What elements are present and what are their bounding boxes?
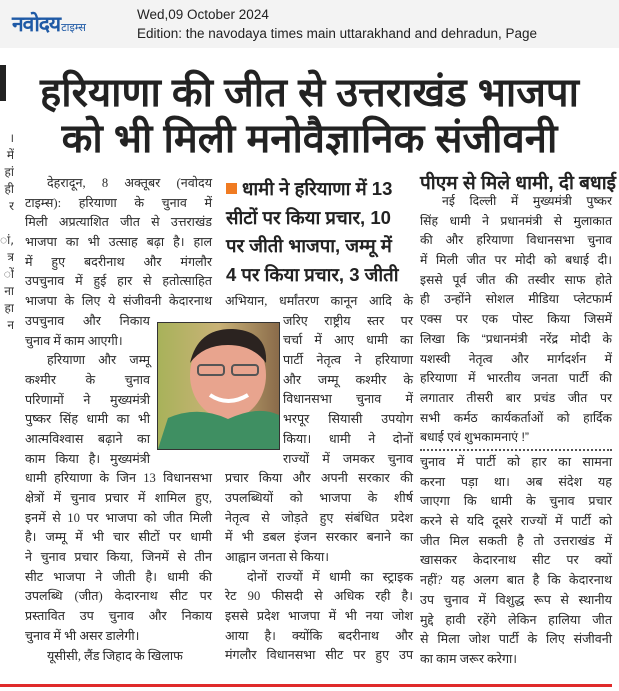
sidebar-box-title: पीएम से मिले धामी, दी बधाई: [420, 173, 616, 194]
text-line: रेट 90 फीसदी से अधिक रही है।: [225, 589, 413, 604]
sub-headline-line: [226, 175, 416, 204]
sub-headline-text: सीटों पर किया प्रचार, 10: [226, 206, 391, 228]
text-line: से मिला जोश पार्टी के लिए संजीवनी: [420, 632, 612, 647]
text-line: इनमें से 10 पर भाजपा को जीत मिली: [25, 510, 212, 525]
fragment-text: ना: [4, 284, 14, 298]
text-line: मंगलौर विधानसभा सीट पर हुए उप: [225, 648, 413, 663]
fragment-text: र: [9, 199, 14, 213]
logo-sub: टाइम्स: [61, 21, 86, 34]
text-line: जीत मिल सकती है तो उत्तराखंड में: [420, 533, 612, 548]
text-line: काम किया है। मुख्यमंत्री: [25, 451, 150, 466]
sub-headline-text: पर जीती भाजपा, जम्मू में: [226, 235, 392, 256]
text-line: जरिए राष्ट्रीय स्तर पर: [283, 313, 413, 328]
text-line: कश्मीर के चुनाव: [25, 372, 150, 387]
fragment-text: में: [6, 148, 14, 162]
text-line: सीट भाजपा ने जीती है। धामी की: [25, 569, 212, 584]
fragment-text: ।: [9, 131, 14, 145]
text-line: चुनाव में पार्टी को हार का सामना: [420, 455, 612, 469]
sub-headline-text: 4 पर किया प्रचार, 3 जीती: [226, 263, 399, 285]
text-line: नई दिल्ली में मुख्यमंत्री पुष्कर: [442, 194, 612, 208]
text-line: है। जम्मू में भी चार सीटों पर धामी: [25, 530, 212, 545]
text-line: आह्वान जनता से किया।: [225, 549, 329, 564]
fragment-text: ां,: [0, 233, 14, 247]
text-line: में हुए बदरीनाथ और मंगलौर: [25, 254, 212, 269]
newspaper-logo: [12, 10, 86, 38]
page-header: [0, 0, 619, 48]
sub-headline-text: धामी ने हरियाणा में 13: [242, 178, 393, 199]
text-line: चुनाव में काम आएगी।: [25, 333, 123, 348]
text-line: मिली अप्रत्याशित जीत से उत्तराखंड: [25, 215, 212, 230]
text-line: इससे प्रदेश भाजपा में भी नया जोश: [225, 609, 413, 623]
text-line: धामी हरियाणा के जिन 13 विधानसभा: [25, 471, 212, 486]
fragment-text: ों: [3, 267, 14, 281]
edition-date: Wed,09 October 2024: [137, 7, 269, 22]
text-line: पार्टी नेतृत्व ने हरियाणा: [283, 353, 413, 368]
text-line: उपलब्धि (जीत) केदारनाथ सीट पर: [25, 589, 212, 604]
headline-line-1: हरियाणा की जीत से उत्तराखंड भाजपा: [40, 71, 579, 115]
text-line: मुद्दे हावी रहेंगे लेकिन हालिया जीत: [420, 612, 612, 627]
fragment-text: हा: [4, 301, 14, 315]
text-line: इससे पूर्व जीत की तस्वीर साफ होते: [420, 272, 612, 287]
text-line: यशस्वी नेतृत्व और मार्गदर्शन में: [420, 351, 612, 366]
text-line: विधानसभा चुनाव में: [283, 392, 413, 407]
text-line: एक्स पर एक पोस्ट किया जिसमें: [420, 312, 612, 327]
text-line: अभियान, धर्मांतरण कानून आदि के: [225, 294, 413, 308]
text-line: पुष्कर सिंह धामी का भी: [25, 412, 150, 427]
text-line: खासकर केदारनाथ सीट पर क्यों: [420, 553, 612, 568]
pushkar-dhami-photo: [157, 322, 280, 450]
fragment-text: न: [7, 318, 14, 332]
sub-headline-line: [226, 232, 416, 261]
text-line: उपचुनाव और निकाय: [25, 313, 150, 328]
edition-info: [137, 5, 537, 43]
square-bullet-icon: [226, 183, 237, 194]
text-line: प्रस्तावित उप चुनाव और निकाय: [25, 609, 212, 624]
text-line: ने चुनाव प्रचार किया, जिनमें से तीन: [25, 550, 212, 565]
sidebar-box-text: [420, 191, 612, 447]
text-line: ही उन्होंने सोशल मीडिया प्लेटफार्म: [420, 292, 612, 307]
fragment-text: [0, 215, 14, 232]
text-line: का काम जरूर करेगा।: [420, 651, 518, 666]
text-line: लिखा कि “प्रधानमंत्री नरेंद्र मोदी के: [420, 331, 612, 346]
text-line: टाइम्स): हरियाणा के चुनाव में: [25, 195, 212, 210]
text-line: यूसीसी, लैंड जिहाद के खिलाफ: [47, 648, 183, 663]
text-line: चुनाव में भी असर डालेगी।: [25, 628, 140, 643]
text-line: भरपूर सियासी उपयोग: [283, 412, 413, 427]
text-line: हरियाणा और जम्मू: [47, 353, 150, 368]
sub-headline-line: [226, 204, 416, 233]
text-line: परिणामों ने मुख्यमंत्री: [25, 392, 150, 407]
text-line: सिंह धामी ने प्रधानमंत्री से मुलाकात: [420, 213, 612, 228]
text-line: लगातार तीसरी बार प्रचंड जीत पर: [420, 390, 612, 405]
text-line: और जम्मू कश्मीर के: [283, 372, 413, 387]
text-line: उपचुनाव में हुई हार से हतोत्साहित: [25, 274, 212, 289]
text-line: हरियाणा में भारतीय जनता पार्टी की: [420, 371, 612, 386]
logo-main: नवोदय: [12, 12, 61, 36]
bottom-rule: [0, 684, 612, 687]
text-line: की और हरियाणा विधानसभा चुनाव: [420, 233, 612, 248]
text-line: राज्यों में जमकर चुनाव: [283, 451, 413, 466]
fragment-text: ही: [4, 182, 14, 196]
text-line: में मिली जीत पर मोदी को बधाई दी।: [420, 253, 612, 268]
portrait-image: [158, 323, 279, 449]
text-line: किया। धामी ने दोनों: [283, 431, 413, 446]
text-line: करना पड़ा था। अब संदेश यह: [420, 474, 612, 489]
headline-line-2: को भी मिली मनोवैज्ञानिक संजीवनी: [61, 117, 558, 161]
text-line: क्षेत्रों में चुनाव प्रचार में शामिल हुए,: [25, 491, 212, 505]
text-line: करने से यदि दूसरे राज्यों में पार्टी को: [420, 514, 612, 529]
text-line: दोनों राज्यों में धामी का स्ट्राइक: [247, 569, 413, 584]
sub-headline: [226, 175, 416, 289]
text-line: सभी कर्मठ कार्यकर्ताओं को हार्दिक: [420, 410, 612, 425]
text-line: उप चुनाव में विशुद्ध रूप से स्थानीय: [420, 592, 612, 607]
text-line: भाजपा के लिए ये संजीवनी केदारनाथ: [25, 294, 212, 309]
fragment-text: हां: [4, 165, 14, 179]
text-line: प्रचार किया और अपनी सरकार की: [225, 471, 413, 486]
edition-name: Edition: the navodaya times main uttarakhand and dehradun, Page: [137, 26, 538, 41]
article-column-3: [420, 453, 612, 670]
text-line: देहरादून, 8 अक्तूबर (नवोदय: [47, 176, 212, 190]
dotted-divider: [420, 449, 612, 451]
text-line: जाएगा कि धामी के चुनाव प्रचार: [420, 494, 612, 509]
fragment-text: त्र: [7, 250, 14, 264]
sub-headline-line: [226, 261, 416, 290]
text-line: नहीं? यह अलग बात है कि केदारनाथ: [420, 573, 612, 588]
text-line: आया है। क्योंकि बदरीनाथ और: [225, 628, 413, 643]
text-line: में भी डबल इंजन सरकार बनाने का: [225, 530, 413, 545]
text-line: भाजपा का भी उत्साह बढ़ा है। हाल: [25, 235, 212, 250]
text-line: चर्चा में आए धामी का: [283, 333, 413, 348]
text-line: आत्मविश्वास बढ़ाने का: [25, 431, 150, 446]
text-line: नेतृत्व से जोड़ते हुए संबंधित प्रदेश: [225, 510, 413, 525]
text-line: बधाई एवं शुभकामनाएं !”: [420, 430, 530, 445]
text-line: उपलब्धियों को भाजपा के शीर्ष: [225, 490, 413, 505]
